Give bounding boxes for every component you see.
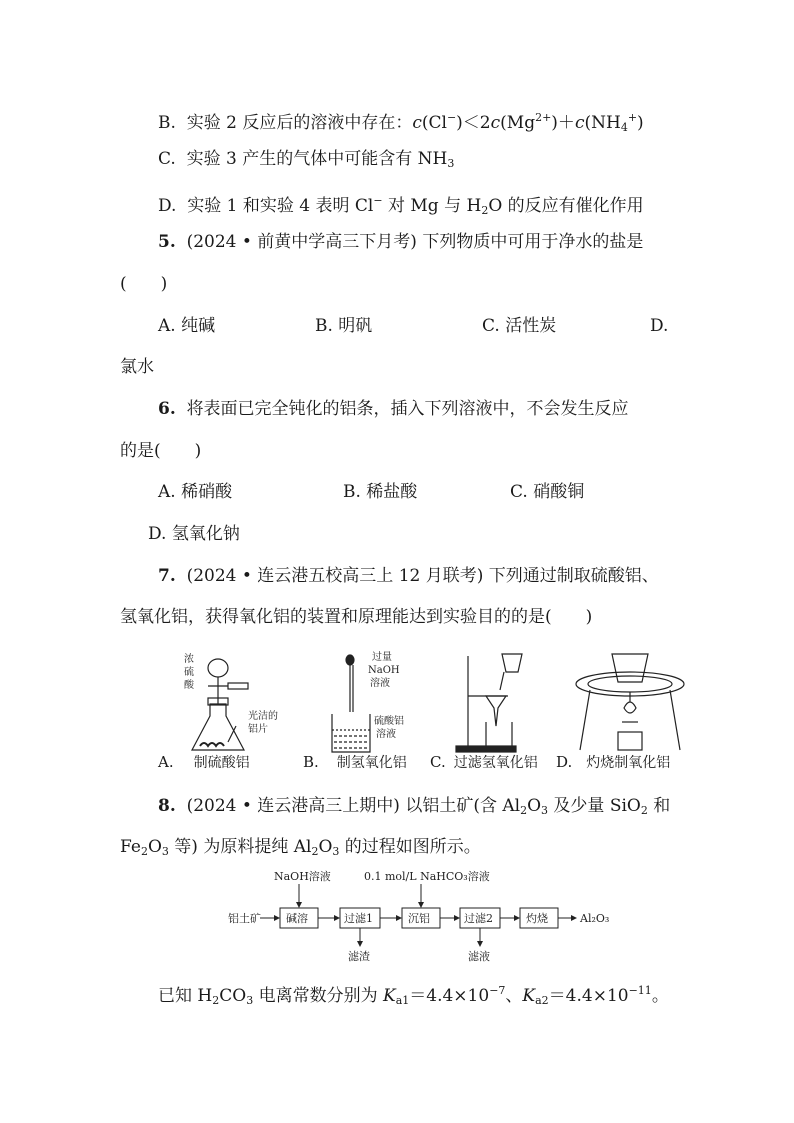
apparatus-d: [576, 654, 684, 750]
flow-output: Al₂O₃: [580, 912, 610, 925]
flow-step2: 过滤1: [344, 912, 373, 925]
apparatus-a: [192, 659, 248, 750]
label-b-naoh: NaOH: [368, 665, 400, 676]
caption-c: C. 过滤氢氧化铝: [430, 753, 538, 771]
q5-option-b: B. 明矾: [315, 316, 373, 336]
q8-known-constants: 已知 H2CO3 电离常数分别为 $Ka1=4.4\times 10^{-7}$、$Ka2=4.4\times 10^{-11}$。: [158, 984, 669, 1007]
flow-input: 铝土矿: [228, 912, 261, 925]
flow-step4: 过滤2: [464, 912, 493, 925]
label-a-conc: 浓: [184, 654, 194, 665]
flow-filtrate: 滤液: [468, 950, 490, 963]
label-b-al-sulfate: 硫酸铝: [374, 716, 404, 727]
q5-stem-cont: ( ): [120, 274, 168, 294]
flow-step3: 沉铝: [408, 912, 430, 925]
q5-option-c: C. 活性炭: [482, 316, 557, 336]
q6-option-d: D. 氢氧化钠: [148, 524, 240, 544]
label-b-excess: 过量: [372, 652, 392, 663]
label-a-al-sheet: 铝片: [248, 724, 268, 735]
q6-option-c: C. 硝酸铜: [510, 482, 585, 502]
q7-stem-cont: 氢氧化铝，获得氧化铝的装置和原理能达到实验目的的是( ): [120, 607, 593, 627]
label-a-bright: 光洁的: [248, 711, 278, 722]
caption-a: A. 制硫酸铝: [158, 753, 250, 771]
caption-d: D. 灼烧制氧化铝: [556, 753, 671, 771]
apparatus-c: [456, 654, 522, 752]
q5-option-d: D.: [650, 316, 669, 336]
q5-option-a: A. 纯碱: [158, 316, 216, 336]
label-b-solution2: 溶液: [376, 729, 396, 740]
label-a-sulfuric: 硫: [184, 667, 194, 678]
flow-reagent2: 0.1 mol/L NaHCO₃溶液: [364, 870, 490, 883]
q6-option-b: B. 稀盐酸: [343, 482, 418, 502]
q4-option-b: B. 实验 2 反应后的溶液中存在：$c(Cl^-)<2c(Mg^{2+})+c(NH4^+)$: [158, 111, 644, 134]
q5-option-d-text: 氯水: [120, 357, 154, 377]
q6-stem-cont: 的是( ): [120, 441, 202, 461]
apparatus-b: [332, 655, 370, 752]
label-a-acid: 酸: [184, 680, 194, 691]
label-b-solution: 溶液: [370, 678, 390, 689]
q7-stem: 7. (2024 • 连云港五校高三上 12 月联考) 下列通过制取硫酸铝、: [158, 566, 659, 586]
flow-step5: 灼烧: [526, 912, 548, 925]
q4-option-c: C. 实验 3 产生的气体中可能含有 NH3: [158, 149, 455, 170]
flow-reagent1: NaOH溶液: [274, 870, 331, 883]
q4-option-d: D. 实验 1 和实验 4 表明 Cl− 对 Mg 与 H2O 的反应有催化作用: [158, 194, 644, 217]
q8-stem-cont: Fe2O3 等) 为原料提纯 Al2O3 的过程如图所示。: [120, 837, 481, 858]
process-flowchart: [220, 866, 620, 966]
q8-stem: 8. (2024 • 连云港高三上期中) 以铝土矿(含 Al2O3 及少量 SiO2 和: [158, 796, 671, 817]
flow-step1: 碱溶: [286, 912, 308, 925]
q5-stem: 5. (2024 • 前黄中学高三下月考) 下列物质中可用于净水的盐是: [158, 232, 644, 252]
flow-residue: 滤渣: [348, 950, 370, 963]
q6-option-a: A. 稀硝酸: [158, 482, 233, 502]
q6-stem: 6. 将表面已完全钝化的铝条，插入下列溶液中，不会发生反应: [158, 399, 629, 419]
caption-b: B. 制氢氧化铝: [303, 753, 407, 771]
